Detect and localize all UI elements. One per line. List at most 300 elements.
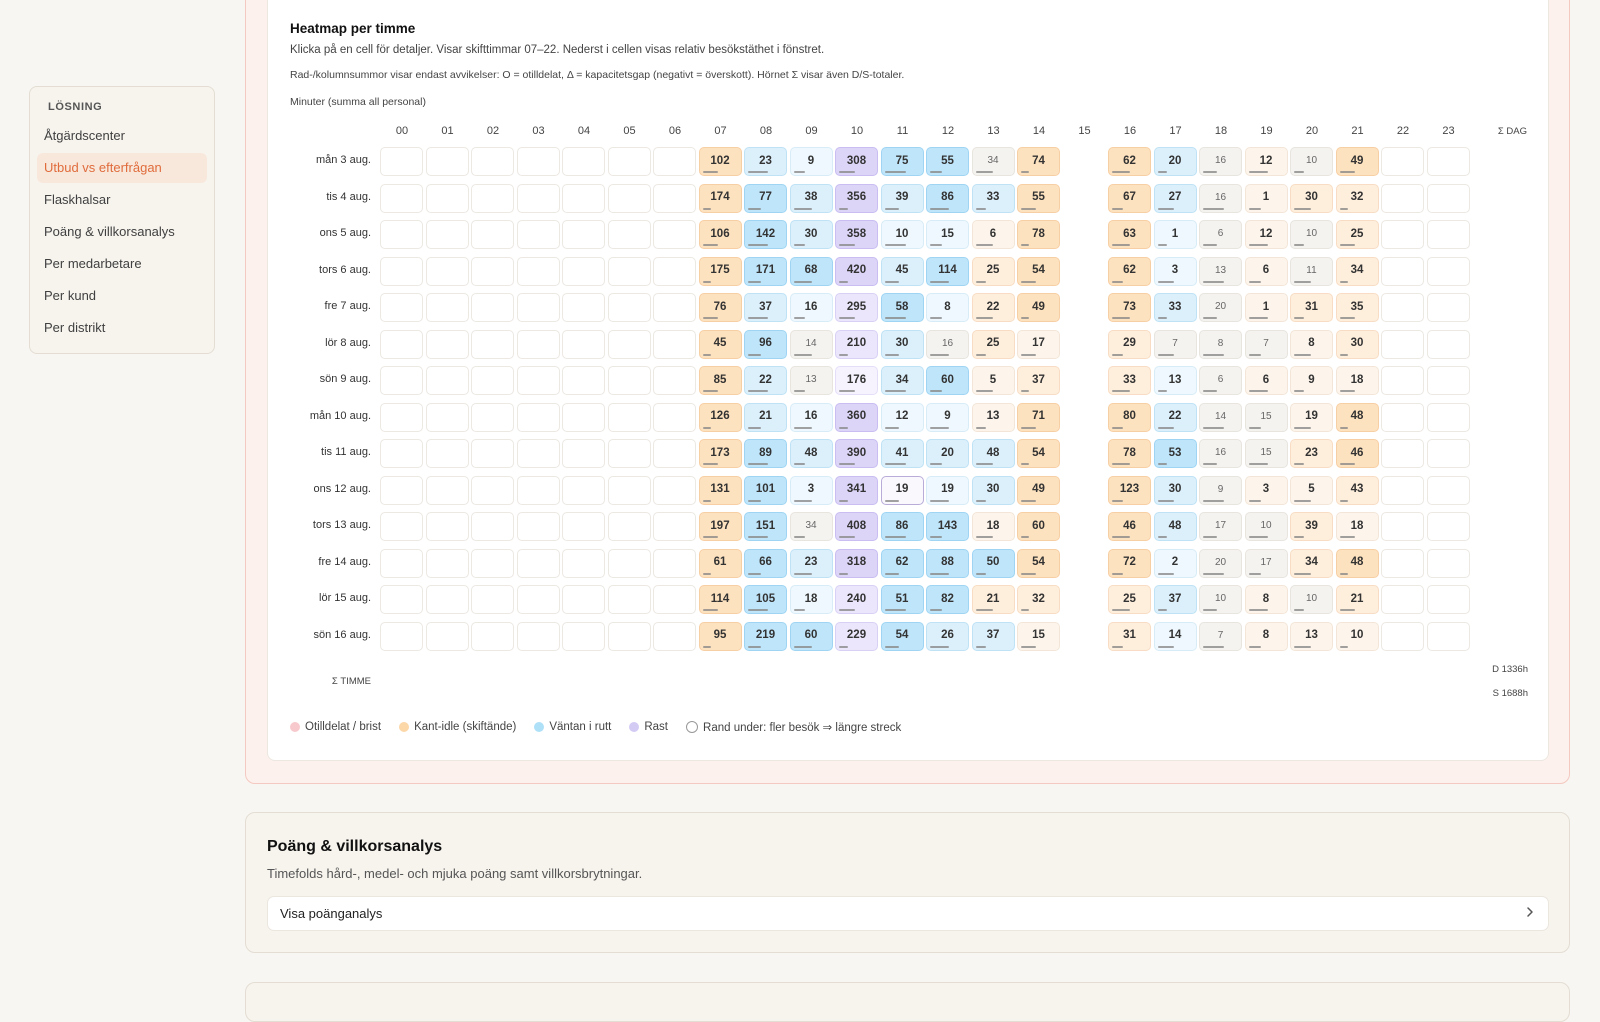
heatmap-cell[interactable]: [926, 549, 969, 578]
heatmap-cell[interactable]: [517, 585, 560, 614]
heatmap-cell[interactable]: [1290, 476, 1333, 505]
heatmap-cell[interactable]: [1245, 512, 1288, 541]
heatmap-cell[interactable]: [1199, 622, 1242, 651]
heatmap-cell[interactable]: [562, 257, 605, 286]
heatmap-cell[interactable]: [790, 257, 833, 286]
heatmap-cell[interactable]: [517, 366, 560, 395]
heatmap-cell[interactable]: [744, 512, 787, 541]
heatmap-cell[interactable]: [517, 476, 560, 505]
heatmap-cell[interactable]: [1017, 439, 1060, 468]
heatmap-cell[interactable]: [1427, 330, 1470, 359]
heatmap-cell[interactable]: [744, 403, 787, 432]
heatmap-cell[interactable]: [744, 184, 787, 213]
heatmap-cell[interactable]: [790, 622, 833, 651]
heatmap-cell[interactable]: [380, 293, 423, 322]
heatmap-cell[interactable]: [1199, 220, 1242, 249]
heatmap-cell[interactable]: [562, 549, 605, 578]
heatmap-cell[interactable]: [653, 403, 696, 432]
heatmap-cell[interactable]: [517, 257, 560, 286]
heatmap-cell[interactable]: [1336, 184, 1379, 213]
heatmap-cell[interactable]: [471, 330, 514, 359]
heatmap-cell[interactable]: [1381, 293, 1424, 322]
heatmap-cell[interactable]: [517, 439, 560, 468]
heatmap-cell[interactable]: [972, 476, 1015, 505]
heatmap-cell[interactable]: [1427, 366, 1470, 395]
heatmap-cell[interactable]: [790, 476, 833, 505]
heatmap-cell[interactable]: [1336, 439, 1379, 468]
heatmap-cell[interactable]: [562, 220, 605, 249]
heatmap-cell[interactable]: [790, 366, 833, 395]
heatmap-cell[interactable]: [380, 366, 423, 395]
heatmap-cell[interactable]: [1154, 366, 1197, 395]
heatmap-cell[interactable]: [380, 220, 423, 249]
heatmap-cell[interactable]: [835, 293, 878, 322]
heatmap-cell[interactable]: [562, 622, 605, 651]
heatmap-cell[interactable]: [517, 549, 560, 578]
heatmap-cell[interactable]: [1154, 549, 1197, 578]
heatmap-cell[interactable]: [1108, 293, 1151, 322]
heatmap-cell[interactable]: [380, 549, 423, 578]
heatmap-cell[interactable]: [790, 220, 833, 249]
heatmap-cell[interactable]: [517, 330, 560, 359]
heatmap-cell[interactable]: [1427, 403, 1470, 432]
heatmap-cell[interactable]: [426, 366, 469, 395]
heatmap-cell[interactable]: [471, 476, 514, 505]
heatmap-cell[interactable]: [1336, 512, 1379, 541]
heatmap-cell[interactable]: [1108, 476, 1151, 505]
heatmap-cell[interactable]: [1199, 585, 1242, 614]
heatmap-cell[interactable]: [699, 330, 742, 359]
heatmap-cell[interactable]: [1108, 147, 1151, 176]
heatmap-cell[interactable]: [1199, 403, 1242, 432]
heatmap-cell[interactable]: [1017, 293, 1060, 322]
heatmap-cell[interactable]: [1017, 549, 1060, 578]
heatmap-cell[interactable]: [1381, 512, 1424, 541]
heatmap-cell[interactable]: [426, 403, 469, 432]
heatmap-cell[interactable]: [608, 403, 651, 432]
heatmap-cell[interactable]: [562, 439, 605, 468]
heatmap-cell[interactable]: [1017, 403, 1060, 432]
heatmap-cell[interactable]: [471, 366, 514, 395]
heatmap-cell[interactable]: [562, 184, 605, 213]
heatmap-cell[interactable]: [471, 403, 514, 432]
heatmap-cell[interactable]: [1017, 585, 1060, 614]
heatmap-cell[interactable]: [1290, 330, 1333, 359]
heatmap-cell[interactable]: [562, 330, 605, 359]
heatmap-cell[interactable]: [926, 512, 969, 541]
heatmap-cell[interactable]: [517, 147, 560, 176]
heatmap-cell[interactable]: [608, 622, 651, 651]
heatmap-cell[interactable]: [471, 147, 514, 176]
heatmap-cell[interactable]: [1108, 220, 1151, 249]
heatmap-cell[interactable]: [744, 293, 787, 322]
heatmap-cell[interactable]: [380, 147, 423, 176]
heatmap-cell[interactable]: [1427, 622, 1470, 651]
sidebar-item-2[interactable]: Flaskhalsar: [44, 192, 111, 207]
heatmap-cell[interactable]: [426, 257, 469, 286]
heatmap-cell[interactable]: [835, 585, 878, 614]
heatmap-cell[interactable]: [1199, 549, 1242, 578]
heatmap-cell[interactable]: [699, 512, 742, 541]
heatmap-cell[interactable]: [380, 330, 423, 359]
heatmap-cell[interactable]: [380, 622, 423, 651]
heatmap-cell[interactable]: [972, 220, 1015, 249]
heatmap-cell[interactable]: [881, 476, 924, 505]
heatmap-cell[interactable]: [1154, 220, 1197, 249]
heatmap-cell[interactable]: [562, 512, 605, 541]
heatmap-cell[interactable]: [1336, 622, 1379, 651]
heatmap-cell[interactable]: [699, 184, 742, 213]
heatmap-cell[interactable]: [1108, 330, 1151, 359]
heatmap-cell[interactable]: [380, 585, 423, 614]
heatmap-cell[interactable]: [1381, 257, 1424, 286]
heatmap-cell[interactable]: [1336, 403, 1379, 432]
heatmap-cell[interactable]: [608, 439, 651, 468]
heatmap-cell[interactable]: [517, 184, 560, 213]
heatmap-cell[interactable]: [1199, 476, 1242, 505]
heatmap-cell[interactable]: [562, 147, 605, 176]
heatmap-cell[interactable]: [744, 366, 787, 395]
heatmap-cell[interactable]: [1381, 439, 1424, 468]
heatmap-cell[interactable]: [608, 293, 651, 322]
heatmap-cell[interactable]: [1245, 257, 1288, 286]
heatmap-cell[interactable]: [471, 220, 514, 249]
heatmap-cell[interactable]: [380, 476, 423, 505]
heatmap-cell[interactable]: [972, 622, 1015, 651]
heatmap-cell[interactable]: [881, 439, 924, 468]
heatmap-cell[interactable]: [926, 330, 969, 359]
heatmap-cell[interactable]: [471, 549, 514, 578]
sidebar-item-0[interactable]: Åtgärdscenter: [44, 128, 125, 143]
heatmap-cell[interactable]: [608, 330, 651, 359]
heatmap-cell[interactable]: [1290, 293, 1333, 322]
heatmap-cell[interactable]: [835, 366, 878, 395]
heatmap-cell[interactable]: [1108, 585, 1151, 614]
heatmap-cell[interactable]: [881, 330, 924, 359]
heatmap-cell[interactable]: [926, 184, 969, 213]
heatmap-cell[interactable]: [471, 512, 514, 541]
heatmap-cell[interactable]: [1108, 366, 1151, 395]
heatmap-cell[interactable]: [653, 549, 696, 578]
heatmap-cell[interactable]: [1290, 184, 1333, 213]
heatmap-cell[interactable]: [881, 257, 924, 286]
heatmap-cell[interactable]: [1290, 439, 1333, 468]
heatmap-cell[interactable]: [744, 476, 787, 505]
heatmap-cell[interactable]: [1245, 622, 1288, 651]
heatmap-cell[interactable]: [653, 330, 696, 359]
heatmap-cell[interactable]: [972, 147, 1015, 176]
heatmap-cell[interactable]: [699, 585, 742, 614]
heatmap-cell[interactable]: [1017, 476, 1060, 505]
heatmap-cell[interactable]: [1199, 366, 1242, 395]
heatmap-cell[interactable]: [926, 257, 969, 286]
heatmap-cell[interactable]: [926, 585, 969, 614]
heatmap-cell[interactable]: [1381, 366, 1424, 395]
heatmap-cell[interactable]: [972, 585, 1015, 614]
heatmap-cell[interactable]: [1427, 147, 1470, 176]
heatmap-cell[interactable]: [1154, 147, 1197, 176]
heatmap-cell[interactable]: [1199, 257, 1242, 286]
heatmap-cell[interactable]: [790, 439, 833, 468]
heatmap-cell[interactable]: [881, 293, 924, 322]
heatmap-cell[interactable]: [881, 549, 924, 578]
heatmap-cell[interactable]: [562, 366, 605, 395]
heatmap-cell[interactable]: [653, 366, 696, 395]
heatmap-cell[interactable]: [608, 549, 651, 578]
heatmap-cell[interactable]: [790, 330, 833, 359]
heatmap-cell[interactable]: [653, 512, 696, 541]
heatmap-cell[interactable]: [1245, 549, 1288, 578]
heatmap-cell[interactable]: [1336, 585, 1379, 614]
heatmap-cell[interactable]: [471, 622, 514, 651]
heatmap-cell[interactable]: [653, 293, 696, 322]
heatmap-cell[interactable]: [926, 439, 969, 468]
heatmap-cell[interactable]: [1108, 184, 1151, 213]
heatmap-cell[interactable]: [1199, 512, 1242, 541]
heatmap-cell[interactable]: [517, 403, 560, 432]
heatmap-cell[interactable]: [608, 585, 651, 614]
heatmap-cell[interactable]: [881, 403, 924, 432]
heatmap-cell[interactable]: [426, 293, 469, 322]
heatmap-cell[interactable]: [926, 220, 969, 249]
heatmap-cell[interactable]: [790, 147, 833, 176]
heatmap-cell[interactable]: [881, 622, 924, 651]
heatmap-cell[interactable]: [1381, 403, 1424, 432]
heatmap-cell[interactable]: [471, 184, 514, 213]
heatmap-cell[interactable]: [835, 184, 878, 213]
heatmap-cell[interactable]: [972, 439, 1015, 468]
heatmap-cell[interactable]: [1245, 330, 1288, 359]
heatmap-cell[interactable]: [1017, 184, 1060, 213]
heatmap-cell[interactable]: [517, 293, 560, 322]
heatmap-cell[interactable]: [380, 512, 423, 541]
heatmap-cell[interactable]: [744, 549, 787, 578]
heatmap-cell[interactable]: [1108, 257, 1151, 286]
heatmap-cell[interactable]: [1199, 439, 1242, 468]
heatmap-cell[interactable]: [1017, 366, 1060, 395]
heatmap-cell[interactable]: [653, 147, 696, 176]
heatmap-cell[interactable]: [1290, 585, 1333, 614]
heatmap-cell[interactable]: [1199, 147, 1242, 176]
heatmap-cell[interactable]: [1336, 257, 1379, 286]
heatmap-cell[interactable]: [744, 585, 787, 614]
heatmap-cell[interactable]: [1381, 476, 1424, 505]
heatmap-cell[interactable]: [1108, 512, 1151, 541]
heatmap-cell[interactable]: [608, 257, 651, 286]
heatmap-cell[interactable]: [1290, 549, 1333, 578]
heatmap-cell[interactable]: [744, 439, 787, 468]
heatmap-cell[interactable]: [653, 439, 696, 468]
heatmap-cell[interactable]: [699, 257, 742, 286]
heatmap-cell[interactable]: [1154, 622, 1197, 651]
heatmap-cell[interactable]: [1245, 366, 1288, 395]
heatmap-cell[interactable]: [699, 439, 742, 468]
heatmap-cell[interactable]: [653, 257, 696, 286]
heatmap-cell[interactable]: [744, 622, 787, 651]
heatmap-cell[interactable]: [1017, 147, 1060, 176]
heatmap-cell[interactable]: [1154, 476, 1197, 505]
heatmap-cell[interactable]: [380, 257, 423, 286]
heatmap-cell[interactable]: [835, 512, 878, 541]
heatmap-cell[interactable]: [972, 257, 1015, 286]
heatmap-cell[interactable]: [1427, 439, 1470, 468]
heatmap-cell[interactable]: [426, 439, 469, 468]
heatmap-cell[interactable]: [1381, 184, 1424, 213]
heatmap-cell[interactable]: [653, 476, 696, 505]
heatmap-cell[interactable]: [1336, 330, 1379, 359]
heatmap-cell[interactable]: [744, 147, 787, 176]
heatmap-cell[interactable]: [790, 512, 833, 541]
heatmap-cell[interactable]: [471, 439, 514, 468]
heatmap-cell[interactable]: [426, 184, 469, 213]
heatmap-cell[interactable]: [608, 512, 651, 541]
heatmap-cell[interactable]: [1427, 293, 1470, 322]
heatmap-cell[interactable]: [1381, 585, 1424, 614]
heatmap-cell[interactable]: [380, 439, 423, 468]
heatmap-cell[interactable]: [426, 512, 469, 541]
heatmap-cell[interactable]: [699, 549, 742, 578]
heatmap-cell[interactable]: [1108, 549, 1151, 578]
heatmap-cell[interactable]: [517, 622, 560, 651]
heatmap-cell[interactable]: [972, 366, 1015, 395]
heatmap-cell[interactable]: [1017, 330, 1060, 359]
heatmap-cell[interactable]: [1336, 366, 1379, 395]
heatmap-cell[interactable]: [653, 585, 696, 614]
heatmap-cell[interactable]: [835, 476, 878, 505]
heatmap-cell[interactable]: [426, 330, 469, 359]
heatmap-cell[interactable]: [835, 220, 878, 249]
heatmap-cell[interactable]: [1245, 476, 1288, 505]
heatmap-cell[interactable]: [1154, 403, 1197, 432]
heatmap-cell[interactable]: [1290, 220, 1333, 249]
heatmap-cell[interactable]: [1154, 512, 1197, 541]
heatmap-cell[interactable]: [835, 330, 878, 359]
heatmap-cell[interactable]: [1245, 147, 1288, 176]
heatmap-cell[interactable]: [1154, 439, 1197, 468]
heatmap-cell[interactable]: [1245, 184, 1288, 213]
heatmap-cell[interactable]: [1381, 330, 1424, 359]
heatmap-cell[interactable]: [881, 147, 924, 176]
heatmap-cell[interactable]: [972, 293, 1015, 322]
sidebar-item-4[interactable]: Per medarbetare: [44, 256, 142, 271]
heatmap-cell[interactable]: [1108, 622, 1151, 651]
heatmap-cell[interactable]: [926, 403, 969, 432]
heatmap-cell[interactable]: [1017, 257, 1060, 286]
heatmap-cell[interactable]: [1427, 476, 1470, 505]
heatmap-cell[interactable]: [835, 257, 878, 286]
heatmap-cell[interactable]: [1154, 585, 1197, 614]
heatmap-cell[interactable]: [1154, 184, 1197, 213]
heatmap-cell[interactable]: [881, 512, 924, 541]
heatmap-cell[interactable]: [426, 549, 469, 578]
heatmap-cell[interactable]: [926, 476, 969, 505]
heatmap-cell[interactable]: [1336, 293, 1379, 322]
heatmap-cell[interactable]: [881, 220, 924, 249]
heatmap-cell[interactable]: [1427, 220, 1470, 249]
heatmap-cell[interactable]: [972, 512, 1015, 541]
heatmap-cell[interactable]: [1427, 184, 1470, 213]
heatmap-cell[interactable]: [1290, 147, 1333, 176]
sidebar-item-6[interactable]: Per distrikt: [44, 320, 106, 335]
heatmap-cell[interactable]: [1336, 549, 1379, 578]
heatmap-cell[interactable]: [1245, 439, 1288, 468]
heatmap-cell[interactable]: [1381, 220, 1424, 249]
heatmap-cell[interactable]: [1427, 549, 1470, 578]
heatmap-cell[interactable]: [517, 220, 560, 249]
heatmap-cell[interactable]: [699, 476, 742, 505]
heatmap-cell[interactable]: [1290, 366, 1333, 395]
heatmap-cell[interactable]: [1245, 293, 1288, 322]
heatmap-cell[interactable]: [790, 184, 833, 213]
heatmap-cell[interactable]: [881, 184, 924, 213]
heatmap-cell[interactable]: [881, 366, 924, 395]
heatmap-cell[interactable]: [926, 366, 969, 395]
heatmap-cell[interactable]: [562, 293, 605, 322]
heatmap-cell[interactable]: [426, 585, 469, 614]
heatmap-cell[interactable]: [471, 257, 514, 286]
heatmap-cell[interactable]: [608, 147, 651, 176]
heatmap-cell[interactable]: [835, 622, 878, 651]
heatmap-cell[interactable]: [790, 403, 833, 432]
heatmap-cell[interactable]: [1017, 512, 1060, 541]
heatmap-cell[interactable]: [380, 184, 423, 213]
heatmap-cell[interactable]: [653, 184, 696, 213]
heatmap-cell[interactable]: [1381, 549, 1424, 578]
heatmap-cell[interactable]: [517, 512, 560, 541]
heatmap-cell[interactable]: [835, 403, 878, 432]
heatmap-cell[interactable]: [471, 293, 514, 322]
heatmap-cell[interactable]: [426, 220, 469, 249]
heatmap-cell[interactable]: [699, 366, 742, 395]
heatmap-cell[interactable]: [1017, 622, 1060, 651]
heatmap-cell[interactable]: [426, 147, 469, 176]
heatmap-cell[interactable]: [790, 549, 833, 578]
show-score-analysis-button[interactable]: [267, 896, 1549, 931]
heatmap-cell[interactable]: [1108, 403, 1151, 432]
heatmap-cell[interactable]: [972, 184, 1015, 213]
heatmap-cell[interactable]: [380, 403, 423, 432]
heatmap-cell[interactable]: [972, 403, 1015, 432]
heatmap-cell[interactable]: [972, 330, 1015, 359]
heatmap-cell[interactable]: [835, 439, 878, 468]
heatmap-cell[interactable]: [1290, 512, 1333, 541]
heatmap-cell[interactable]: [1427, 257, 1470, 286]
heatmap-cell[interactable]: [1154, 257, 1197, 286]
heatmap-cell[interactable]: [562, 585, 605, 614]
heatmap-cell[interactable]: [1245, 220, 1288, 249]
heatmap-cell[interactable]: [744, 330, 787, 359]
heatmap-cell[interactable]: [699, 622, 742, 651]
sidebar-item-3[interactable]: Poäng & villkorsanalys: [44, 224, 175, 239]
heatmap-cell[interactable]: [790, 585, 833, 614]
heatmap-cell[interactable]: [426, 622, 469, 651]
heatmap-cell[interactable]: [471, 585, 514, 614]
heatmap-cell[interactable]: [1381, 147, 1424, 176]
heatmap-cell[interactable]: [653, 622, 696, 651]
heatmap-cell[interactable]: [835, 147, 878, 176]
heatmap-cell[interactable]: [608, 184, 651, 213]
heatmap-cell[interactable]: [608, 366, 651, 395]
heatmap-cell[interactable]: [926, 293, 969, 322]
heatmap-cell[interactable]: [608, 220, 651, 249]
heatmap-cell[interactable]: [1290, 403, 1333, 432]
heatmap-cell[interactable]: [1336, 147, 1379, 176]
heatmap-cell[interactable]: [1427, 585, 1470, 614]
heatmap-cell[interactable]: [653, 220, 696, 249]
heatmap-cell[interactable]: [1199, 184, 1242, 213]
heatmap-cell[interactable]: [881, 585, 924, 614]
heatmap-cell[interactable]: [562, 403, 605, 432]
